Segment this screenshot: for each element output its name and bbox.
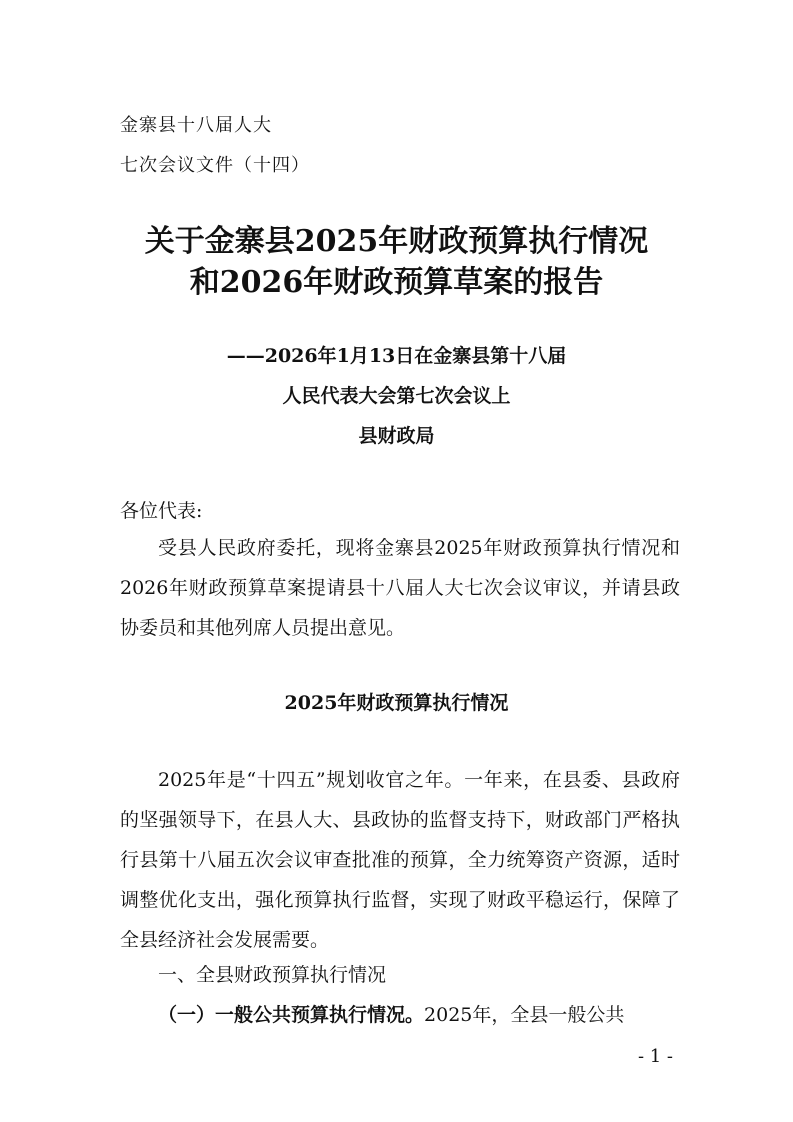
overview-paragraph: 2025年是“十四五”规划收官之年。一年来，在县委、县政府的坚强领导下，在县人大、县政协的监督支持下，财政部门严格执行县第十八届五次会议审查批准的预算，全力统筹资产资源，适时调整优化支出，强化预算执行监督，实现了财政平稳运行，保障了全县经济社会发展需要。 [120,769,680,951]
section-title: 2025年财政预算执行情况 [284,692,509,714]
doc-header-line2: 七次会议文件（十四） [120,155,310,176]
intro-paragraph: 受县人民政府委托，现将金寨县2025年财政预算执行情况和2026年财政预算草案提请县十八届人大七次会议审议，并请县政协委员和其他列席人员提出意见。 [120,537,680,639]
salutation: 各位代表: [120,500,203,522]
sub-heading-line [158,1000,624,1027]
doc-header-line1: 金寨县十八届人大 [120,115,272,136]
subtitle-line2: 人民代表大会第七次会议上 [282,385,511,407]
report-title-line1: 关于金寨县2025年财政预算执行情况 [144,224,649,259]
sub-heading-text: 2025年，全县一般公共 [424,1004,625,1026]
sub-heading: （一）一般公共预算执行情况。 [158,1004,425,1026]
heading-1: 一、全县财政预算执行情况 [158,964,387,986]
subtitle-line1: ——2026年1月13日在金寨县第十八届 [226,345,567,367]
report-title-line2: 和2026年财政预算草案的报告 [189,265,604,300]
subtitle-author: 县财政局 [358,425,435,447]
page-number: - 1 - [637,1046,673,1067]
